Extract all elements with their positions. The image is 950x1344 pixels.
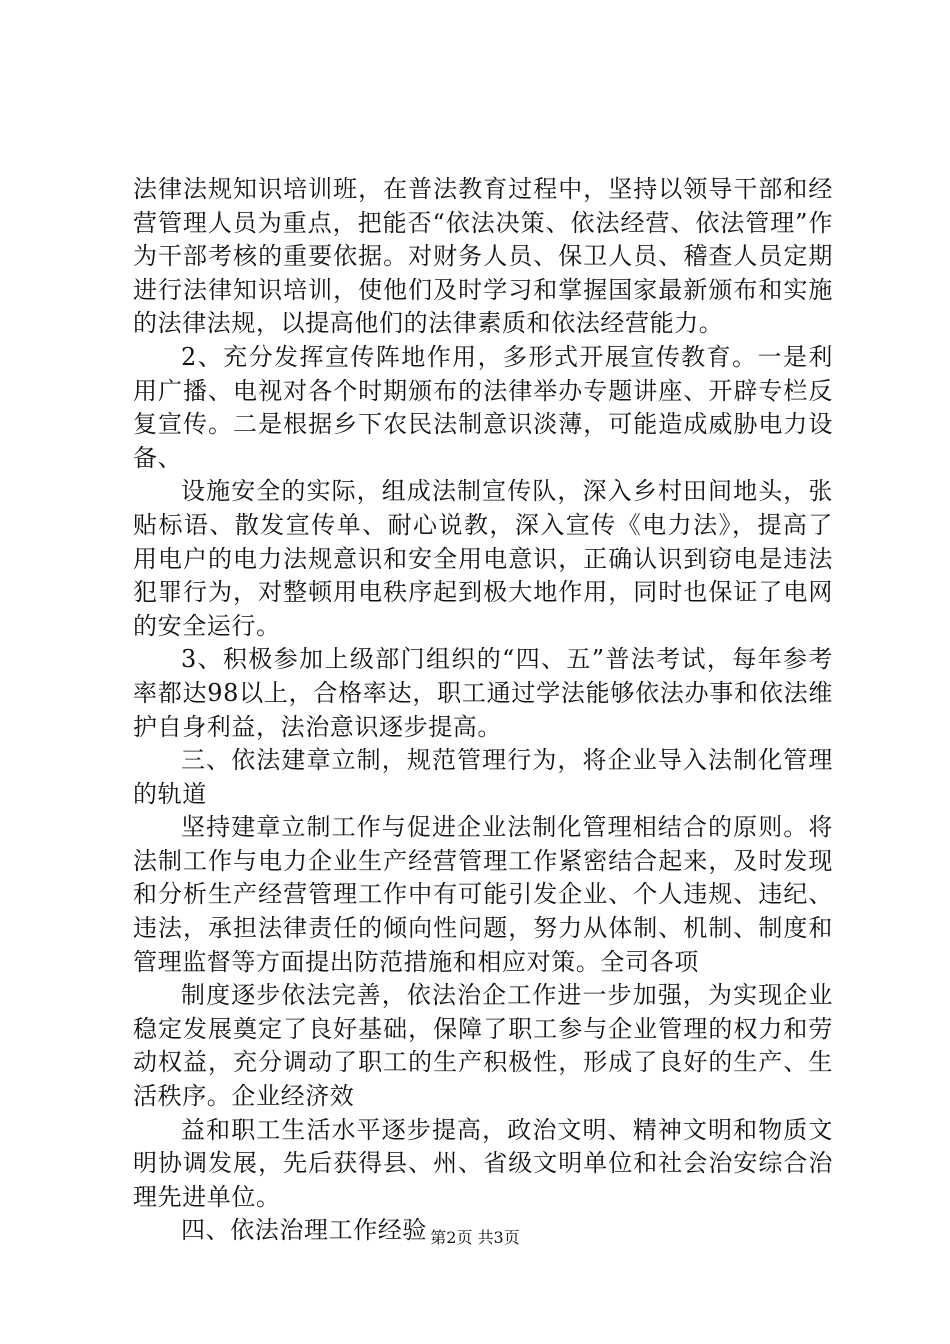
page-footer: 第2页 共3页 <box>430 1228 520 1247</box>
section-heading-3: 三、依法建章立制，规范管理行为，将企业导入法制化管理的轨道 <box>133 746 833 808</box>
paragraph-4: 3、积极参加上级部门组织的“四、五”普法考试，每年参考率都达98以上，合格率达，职工通过学法能够依法办事和依法维护自身利益，法治意识逐步提高。 <box>133 645 833 741</box>
paragraph-1: 法律法规知识培训班，在普法教育过程中，坚持以领导干部和经营管理人员为重点，把能否“依法决策、依法经营、依法管理”作为干部考核的重要依据。对财务人员、保卫人员、稽查人员定期进行法律知识培训，使他们及时学习和掌握国家最新颁布和实施的法律法规，以提高他们的法律素质和依法经营能力。 <box>133 175 833 338</box>
paragraph-6: 制度逐步依法完善，依法治企工作进一步加强，为实现企业稳定发展奠定了良好基础，保障了职工参与企业管理的权力和劳动权益，充分调动了职工的生产积极性，形成了良好的生产、生活秩序。企业经济效 <box>133 981 833 1111</box>
section-heading-4: 四、依法治理工作经验 <box>181 1216 427 1245</box>
paragraph-5: 坚持建章立制工作与促进企业法制化管理相结合的原则。将法制工作与电力企业生产经营管理工作紧密结合起来，及时发现和分析生产经营管理工作中有可能引发企业、个人违规、违纪、违法，承担法律责任的倾向性问题，努力从体制、机制、制度和管理监督等方面提出防范措施和相应对策。全司各项 <box>133 813 833 976</box>
paragraph-3: 设施安全的实际，组成法制宣传队，深入乡村田间地头，张贴标语、散发宣传单、耐心说教，深入宣传《电力法》，提高了用电户的电力法规意识和安全用电意识，正确认识到窃电是违法犯罪行为，对整顿用电秩序起到极大地作用，同时也保证了电网的安全运行。 <box>133 477 833 640</box>
paragraph-7: 益和职工生活水平逐步提高，政治文明、精神文明和物质文明协调发展，先后获得县、州、省级文明单位和社会治安综合治理先进单位。 <box>133 1115 833 1211</box>
document-body <box>133 173 833 1248</box>
paragraph-2: 2、充分发挥宣传阵地作用，多形式开展宣传教育。一是利用广播、电视对各个时期颁布的法律举办专题讲座、开辟专栏反复宣传。二是根据乡下农民法制意识淡薄，可能造成威胁电力设备、 <box>133 342 833 472</box>
